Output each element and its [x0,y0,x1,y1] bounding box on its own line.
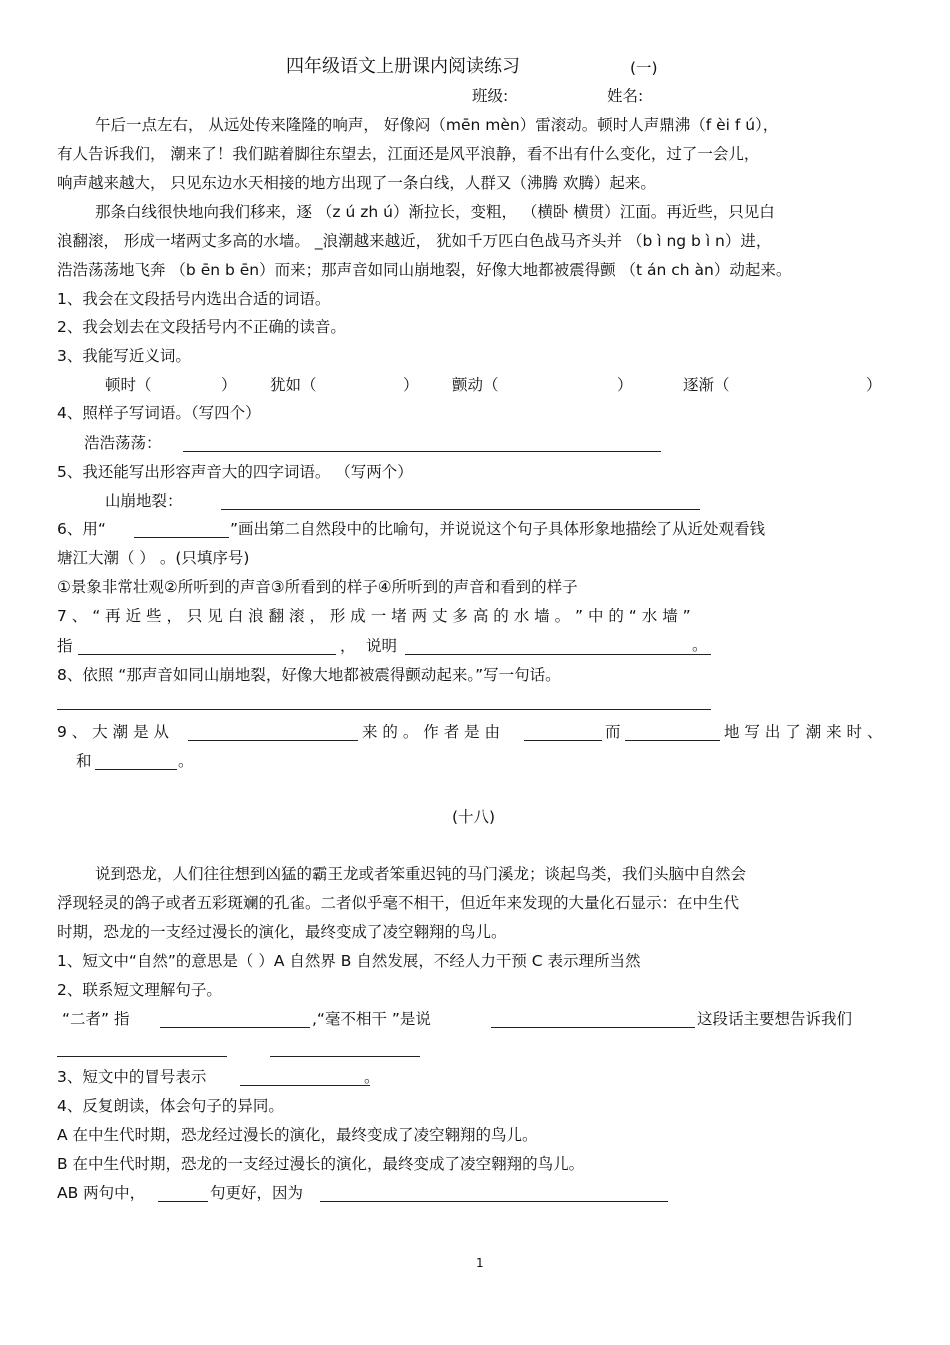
passage-line: 那条白线很快地向我们移来，逐 （z ú zh ú）渐拉长，变粗， （横卧 横贯）江面。再近些，只见白 [95,203,775,221]
answer-blank[interactable] [134,537,229,538]
synonym-prompt: 犹如（ [270,376,317,394]
passage-line: 浩浩荡荡地飞奔 （b ēn b ēn）而来；那声音如同山崩地裂，好像大地都被震得颤 （t án ch àn）动起来。 [57,261,792,279]
question-4-text: AB 两句中， [57,1184,146,1202]
answer-blank[interactable] [183,451,661,452]
question-3: 3、短文中的冒号表示 [57,1068,207,1086]
synonym-prompt: 逐渐（ [683,376,730,394]
synonym-prompt: 顿时（ [105,376,152,394]
answer-blank[interactable] [57,1056,227,1057]
passage-line: 响声越来越大， 只见东边水天相接的地方出现了一条白线，人群又（沸腾 欢腾）起来。 [57,174,656,192]
worksheet-title: 四年级语文上册课内阅读练习 [286,56,520,77]
question-6-options: ①景象非常壮观②所听到的声音③所看到的样子④所听到的声音和看到的样子 [57,578,578,596]
synonym-bracket: ） [403,376,419,394]
question-7-label: 说明 [366,637,398,655]
question-9-text: 来 的 。 作 者 是 由 [362,723,501,741]
question-2-text: 这段话主要想告诉我们 [697,1010,853,1028]
answer-blank[interactable] [240,1085,370,1086]
synonym-prompt: 颤动（ [452,376,499,394]
synonym-bracket: ） [866,376,882,394]
page-number: 1 [476,1256,484,1270]
sentence-a: A 在中生代时期，恐龙经过漫长的演化，最终变成了凌空翱翔的鸟儿。 [57,1126,538,1144]
passage-line: 有人告诉我们， 潮来了！我们踮着脚往东望去，江面还是风平浪静，看不出有什么变化，过了一会儿， [57,145,760,163]
answer-blank[interactable] [270,1056,420,1057]
question-5-example: 山崩地裂： [105,492,183,510]
question-7-label: 指 [57,637,73,655]
question-9-text: 9 、 大 潮 是 从 [57,723,169,741]
question-6-text: 塘江大潮（ ） 。(只填序号) [57,549,250,567]
question-3: 3、我能写近义词。 [57,347,191,365]
question-1: 1、我会在文段括号内选出合适的词语。 [57,290,331,308]
answer-blank[interactable] [95,769,177,770]
passage-line: 浪翻滚， 形成一堵两丈多高的水墙。 _浪潮越来越近， 犹如千万匹白色战马齐头并 （b ì ng b ì n）进， [57,232,772,250]
answer-blank[interactable] [158,1201,208,1202]
question-6-text: ”画出第二自然段中的比喻句，并说说这个句子具体形象地描绘了从近处观看钱 [230,520,766,538]
question-9-end: 。 [178,752,194,770]
question-2-text: “二者” 指 [62,1010,130,1028]
answer-blank[interactable] [78,654,336,655]
class-label: 班级: [472,87,509,105]
question-2-text: ,“毫不相干 ”是说 [312,1010,431,1028]
synonym-bracket: ） [221,376,237,394]
answer-blank[interactable] [320,1201,668,1202]
question-4: 4、反复朗读，体会句子的异同。 [57,1097,284,1115]
question-9-text: 地 写 出 了 潮 来 时 、 [724,723,883,741]
question-5: 5、我还能写出形容声音大的四字词语。 （写两个） [57,463,413,481]
synonym-bracket: ） [617,376,633,394]
passage-line: 说到恐龙，人们往往想到凶猛的霸王龙或者笨重迟钝的马门溪龙；谈起鸟类，我们头脑中自然会 [95,865,747,883]
question-7: 7 、 “ 再 近 些 ， 只 见 白 浪 翻 滚 ， 形 成 一 堵 两 丈 多 高 的 水 墙 。 ” 中 的 “ 水 墙 ” [57,607,691,625]
question-7-end: 。 [692,636,708,654]
answer-blank[interactable] [57,709,711,710]
question-9-text: 和 [76,752,92,770]
question-4: 4、照样子写词语。（写四个） [57,404,261,422]
question-2: 2、我会划去在文段括号内不正确的读音。 [57,318,346,336]
question-1: 1、短文中“自然”的意思是（ ）A 自然界 B 自然发展，不经人力干预 C 表示理所当然 [57,952,641,970]
question-2: 2、联系短文理解句子。 [57,981,222,999]
passage-line: 时期，恐龙的一支经过漫长的演化，最终变成了凌空翱翔的鸟儿。 [57,923,507,941]
question-6-start: 6、用“ [57,520,106,538]
answer-blank[interactable] [491,1027,695,1028]
question-4-example: 浩浩荡荡： [84,434,162,452]
passage-line: 浮现轻灵的鸽子或者五彩斑斓的孔雀。二者似乎毫不相干，但近年来发现的大量化石显示：在中生代 [57,894,740,912]
section-number: (一) [630,59,658,77]
answer-blank[interactable] [221,509,700,510]
answer-blank[interactable] [160,1027,310,1028]
answer-blank[interactable] [188,740,358,741]
answer-blank[interactable] [625,740,720,741]
section-number: (十八) [452,808,496,826]
question-8: 8、依照 “那声音如同山崩地裂，好像大地都被震得颤动起来。”写一句话。 [57,666,561,684]
answer-blank[interactable] [524,740,602,741]
question-3-end: 。 [364,1068,380,1086]
answer-blank[interactable] [405,654,711,655]
passage-line: 午后一点左右， 从远处传来隆隆的响声， 好像闷（mēn mèn）雷滚动。顿时人声鼎沸（f èi f ú）， [95,116,779,134]
sentence-b: B 在中生代时期，恐龙的一支经过漫长的演化，最终变成了凌空翱翔的鸟儿。 [57,1155,585,1173]
question-9-text: 而 [605,723,621,741]
question-7-comma: ， [340,637,356,655]
name-label: 姓名: [607,87,644,105]
question-4-text: 句更好，因为 [210,1184,304,1202]
